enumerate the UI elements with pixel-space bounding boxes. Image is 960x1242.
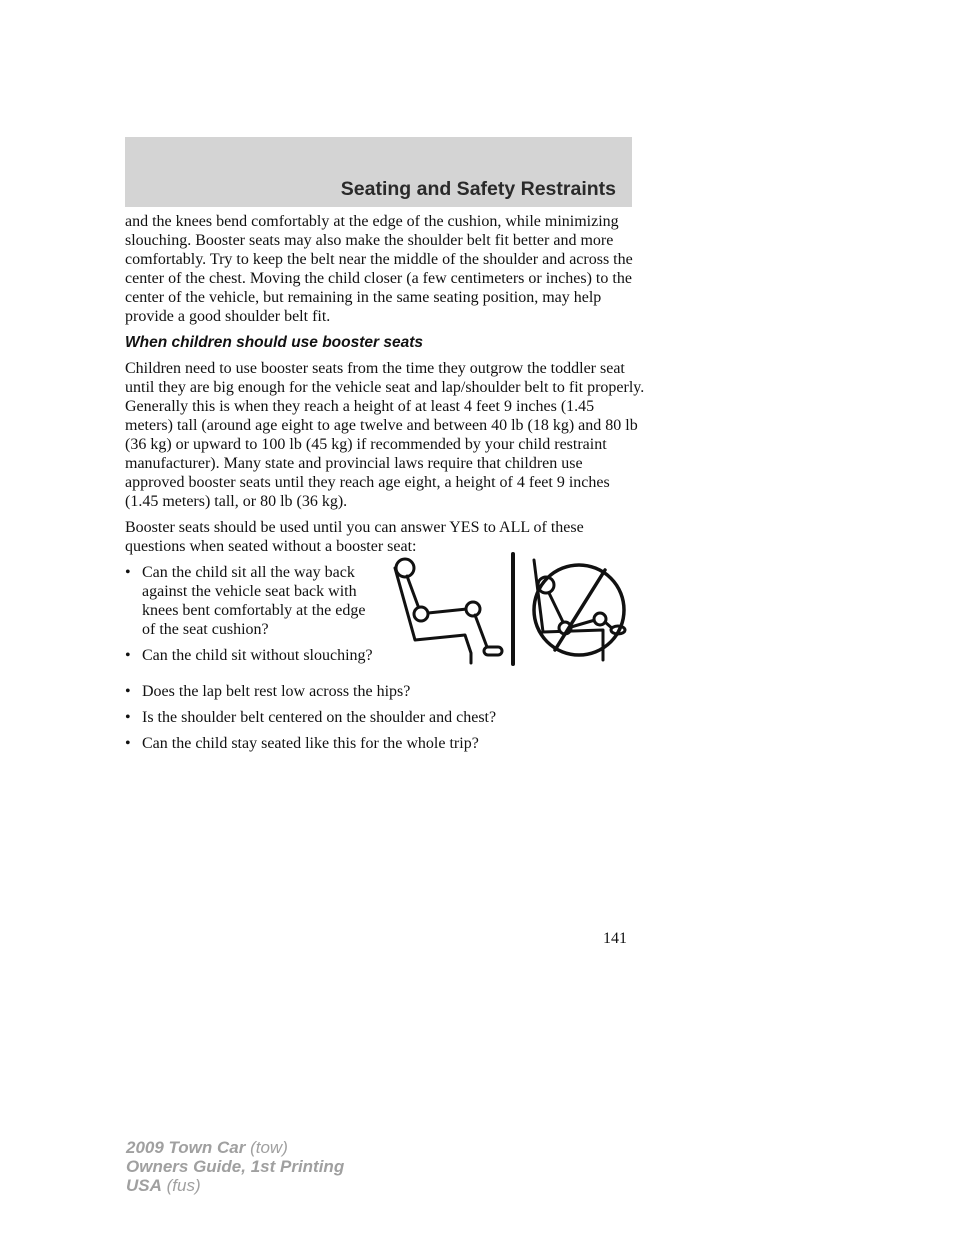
list-item [125, 682, 645, 701]
intro-paragraph: and the knees bend comfortably at the edge of the cushion, while minimizing slouching. Booster seats may also make the shoulder belt fit better and more comfortably. Try to keep the belt near the middle of the shoulder and across the center of the chest. Moving the child closer (a few centimeters or inches) to the center of the vehicle, but remaining in the same seating position, may help provide a good shoulder belt fit. [125, 213, 633, 325]
prohibition-slash-icon [555, 570, 605, 650]
list-item [125, 734, 645, 753]
section-header-band [125, 137, 632, 207]
list-item-text: Can the child sit all the way back against the vehicle seat back with knees bent comfortably at the edge of the seat cushion? [142, 564, 366, 638]
footer [126, 1138, 344, 1195]
list-item [125, 563, 382, 639]
page-number: 141 [603, 930, 627, 947]
footer-model-code: (tow) [250, 1138, 288, 1157]
list-item [125, 646, 382, 665]
seated-posture-illustration [393, 548, 633, 670]
bullet-icon: • [125, 683, 131, 700]
body-text [125, 212, 645, 760]
footer-model: 2009 Town Car [126, 1138, 246, 1157]
list-item-text: Does the lap belt rest low across the hips? [142, 683, 411, 700]
booster-paragraph: Children need to use booster seats from the time they outgrow the toddler seat until they are big enough for the vehicle seat and lap/shoulder belt to fit properly. Generally this is when they reach a height of at least 4 feet 9 inches (1.45 meters) tall (around age eight to age twelve and between 40 lb (18 kg) and 80 lb (36 kg) or upward to 100 lb (45 kg) if recommended by your child restraint manufacturer). Many state and provincial laws require that children use approved booster seats until they reach age eight, a height of 4 feet 9 inches (1.45 meters) tall, or 80 lb (36 kg). [125, 360, 645, 510]
questions-intro-paragraph: Booster seats should be used until you can answer YES to ALL of these questions when seated without a booster seat: [125, 519, 584, 555]
incorrect-posture-figure [534, 560, 625, 660]
bullet-icon: • [125, 564, 131, 581]
list-item-text: Can the child stay seated like this for the whole trip? [142, 735, 479, 752]
list-item [125, 708, 645, 727]
section-title: Seating and Safety Restraints [340, 178, 616, 200]
footer-printing: Owners Guide, 1st Printing [126, 1157, 345, 1176]
list-item-text: Is the shoulder belt centered on the shoulder and chest? [142, 709, 497, 726]
footer-market: USA [126, 1176, 162, 1195]
list-item-text: Can the child sit without slouching? [142, 647, 373, 664]
footer-market-code: (fus) [166, 1176, 201, 1195]
bullet-icon: • [125, 647, 131, 664]
subheading: When children should use booster seats [125, 334, 423, 351]
bullet-icon: • [125, 709, 131, 726]
bullet-icon: • [125, 735, 131, 752]
correct-posture-figure [395, 559, 502, 663]
